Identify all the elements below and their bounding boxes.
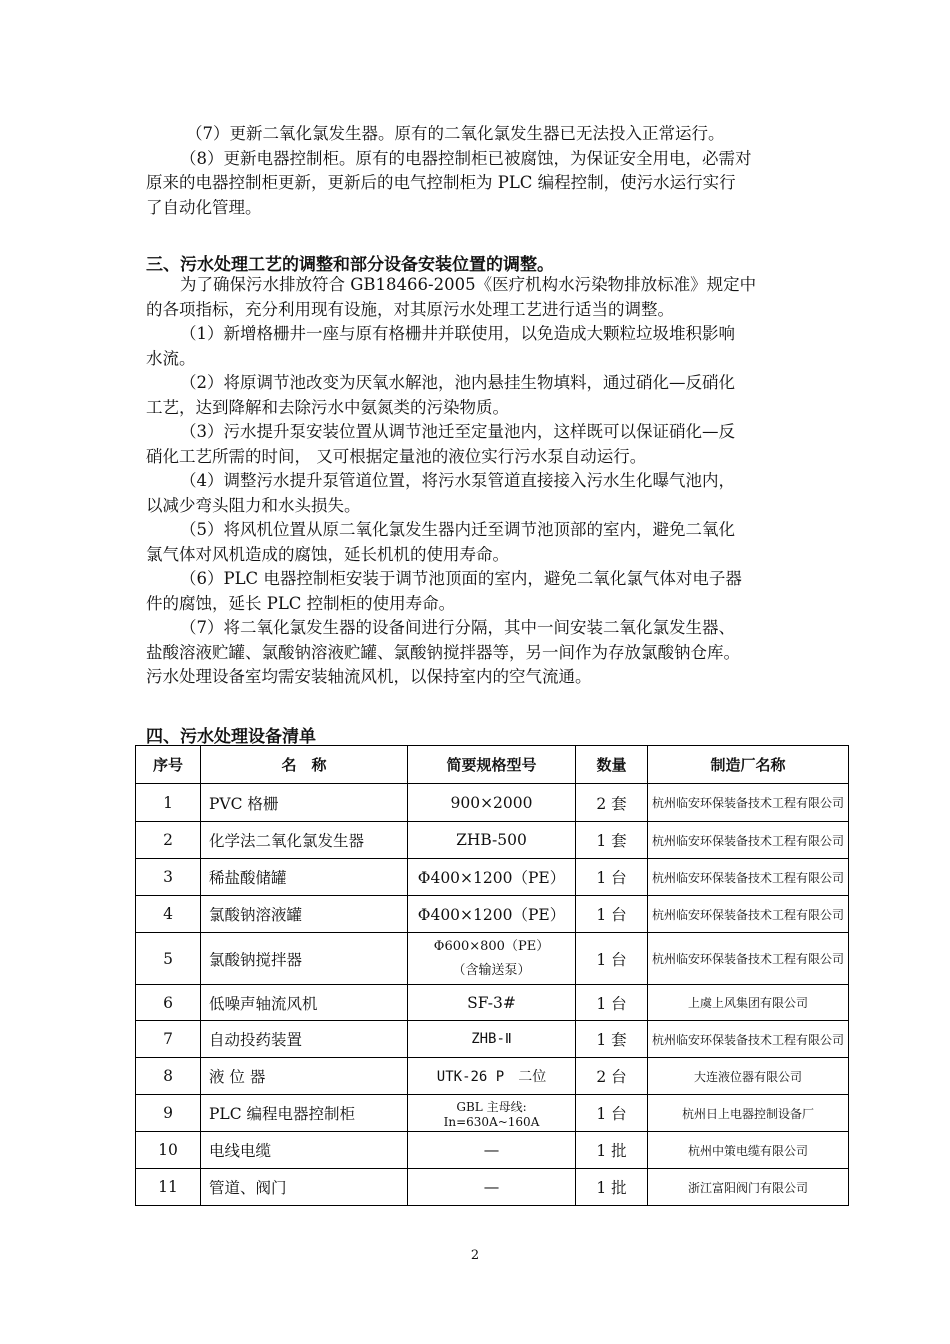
cell-name: 低噪声轴流风机 [201, 985, 408, 1021]
text-line: 水流。 [146, 348, 196, 368]
table-row [136, 896, 849, 933]
cell-qty: 1 批 [576, 1169, 648, 1206]
cell-qty: 1 批 [576, 1132, 648, 1169]
text-line: （5）将风机位置从原二氧化氯发生器内迁至调节池顶部的室内，避免二氧化 [180, 520, 735, 539]
text-line: （7）将二氧化氯发生器的设备间进行分隔，其中一间安装二氧化氯发生器、 [180, 618, 735, 637]
cell-spec: — [408, 1169, 576, 1206]
section3-heading: 三、污水处理工艺的调整和部分设备安装位置的调整。 [146, 255, 554, 275]
cell-qty: 1 台 [576, 933, 648, 985]
cell-no: 3 [136, 859, 201, 896]
text-line: （1）新增格栅井一座与原有格栅井并联使用，以免造成大颗粒垃圾堆积影响 [180, 324, 735, 343]
table-row [136, 985, 849, 1021]
table-row [136, 1132, 849, 1169]
cell-name: 自动投药装置 [201, 1021, 408, 1058]
text-line: 工艺，达到降解和去除污水中氨氮类的污染物质。 [146, 397, 509, 417]
cell-spec: ZHB-500 [408, 822, 576, 859]
cell-no: 7 [136, 1021, 201, 1058]
page-number: 2 [470, 1248, 480, 1263]
text-line: （8）更新电器控制柜。原有的电器控制柜已被腐蚀，为保证安全用电，必需对 [180, 148, 752, 168]
cell-name: 管道、阀门 [201, 1169, 408, 1206]
cell-maker: 上虞上风集团有限公司 [648, 985, 849, 1021]
cell-no: 6 [136, 985, 201, 1021]
table-row [136, 1095, 849, 1132]
text-line: （2）将原调节池改变为厌氧水解池，池内悬挂生物填料，通过硝化—反硝化 [180, 373, 735, 392]
cell-qty: 1 台 [576, 985, 648, 1021]
table-row [136, 1058, 849, 1095]
cell-spec: Φ400×1200（PE） [408, 896, 576, 933]
cell-maker: 杭州临安环保装备技术工程有限公司 [648, 859, 849, 896]
text-line: 氯气体对风机造成的腐蚀，延长机机的使用寿命。 [146, 544, 509, 564]
cell-qty: 2 台 [576, 1058, 648, 1095]
table-row [136, 784, 849, 822]
text-line: （3）污水提升泵安装位置从调节池迁至定量池内，这样既可以保证硝化—反 [180, 422, 735, 441]
table-row [136, 1169, 849, 1206]
cell-name: 电线电缆 [201, 1132, 408, 1169]
table-row [136, 822, 849, 859]
column-header-no: 序号 [136, 746, 201, 784]
cell-qty: 1 台 [576, 1095, 648, 1132]
cell-no: 10 [136, 1132, 201, 1169]
cell-qty: 1 台 [576, 859, 648, 896]
cell-maker: 杭州日上电器控制设备厂 [648, 1095, 849, 1132]
column-header-spec: 简要规格型号 [408, 746, 576, 784]
section4-heading: 四、污水处理设备清单 [146, 727, 316, 747]
column-header-qty: 数量 [576, 746, 648, 784]
cell-no: 8 [136, 1058, 201, 1095]
cell-maker: 杭州临安环保装备技术工程有限公司 [648, 896, 849, 933]
section3-body [146, 273, 810, 690]
cell-no: 11 [136, 1169, 201, 1206]
text-line: （7）更新二氧化氯发生器。原有的二氧化氯发生器已无法投入正常运行。 [186, 124, 725, 143]
cell-name: 化学法二氧化氯发生器 [201, 822, 408, 859]
cell-no: 1 [136, 784, 201, 822]
cell-qty: 1 台 [576, 896, 648, 933]
text-line: 件的腐蚀，延长 PLC 控制柜的使用寿命。 [146, 593, 456, 613]
cell-spec: SF-3# [408, 985, 576, 1021]
cell-spec: UTK-26 P 二位 [408, 1058, 576, 1095]
cell-spec: 900×2000 [408, 784, 576, 822]
text-line: 的各项指标，充分利用现有设施，对其原污水处理工艺进行适当的调整。 [146, 299, 674, 319]
cell-maker: 杭州临安环保装备技术工程有限公司 [648, 784, 849, 822]
spec-line: Φ600×800（PE） [433, 938, 550, 954]
cell-no: 4 [136, 896, 201, 933]
column-header-maker: 制造厂名称 [648, 746, 849, 784]
cell-qty: 2 套 [576, 784, 648, 822]
cell-name: 氯酸钠溶液罐 [201, 896, 408, 933]
text-line: 为了确保污水排放符合 GB18466-2005《医疗机构水污染物排放标准》规定中 [180, 275, 757, 294]
text-line: 了自动化管理。 [146, 197, 262, 217]
table-header-row [136, 746, 849, 784]
cell-maker: 杭州临安环保装备技术工程有限公司 [648, 822, 849, 859]
cell-name: PLC 编程电器控制柜 [201, 1095, 408, 1132]
text-line: 盐酸溶液贮罐、氯酸钠溶液贮罐、氯酸钠搅拌器等，另一间作为存放氯酸钠仓库。 [146, 642, 740, 662]
cell-maker: 浙江富阳阀门有限公司 [648, 1169, 849, 1206]
cell-spec: Φ400×1200（PE） [408, 859, 576, 896]
text-line: 硝化工艺所需的时间， 又可根据定量池的液位实行污水泵自动运行。 [146, 446, 647, 466]
spec-line: （含输送泵） [452, 962, 531, 978]
cell-maker: 杭州临安环保装备技术工程有限公司 [648, 1021, 849, 1058]
text-line: （6）PLC 电器控制柜安装于调节池顶面的室内，避免二氧化氯气体对电子器 [180, 569, 742, 588]
cell-name: 稀盐酸储罐 [201, 859, 408, 896]
cell-spec [408, 933, 576, 985]
cell-name: 氯酸钠搅拌器 [201, 933, 408, 985]
table-row [136, 859, 849, 896]
cell-qty: 1 套 [576, 1021, 648, 1058]
text-line: 原来的电器控制柜更新，更新后的电气控制柜为 PLC 编程控制，使污水运行实行 [146, 173, 736, 192]
cell-maker: 杭州临安环保装备技术工程有限公司 [648, 933, 849, 985]
cell-spec: GBL 主母线: In=630A~160A [408, 1095, 576, 1132]
cell-name: PVC 格栅 [201, 784, 408, 822]
cell-maker: 杭州中策电缆有限公司 [648, 1132, 849, 1169]
cell-spec: — [408, 1132, 576, 1169]
text-line: 以减少弯头阻力和水头损失。 [146, 495, 361, 515]
text-line: （4）调整污水提升泵管道位置，将污水泵管道直接接入污水生化曝气池内， [180, 471, 735, 490]
section2-tail [146, 122, 810, 220]
table-row [136, 1021, 849, 1058]
cell-no: 2 [136, 822, 201, 859]
cell-maker: 大连液位器有限公司 [648, 1058, 849, 1095]
cell-qty: 1 套 [576, 822, 648, 859]
column-header-name: 名 称 [201, 746, 408, 784]
cell-spec: ZHB-Ⅱ [408, 1021, 576, 1058]
cell-name: 液 位 器 [201, 1058, 408, 1095]
text-line: 污水处理设备室均需安装轴流风机，以保持室内的空气流通。 [146, 667, 592, 686]
cell-no: 9 [136, 1095, 201, 1132]
table-row [136, 933, 849, 985]
cell-no: 5 [136, 933, 201, 985]
equipment-table [135, 745, 849, 1206]
